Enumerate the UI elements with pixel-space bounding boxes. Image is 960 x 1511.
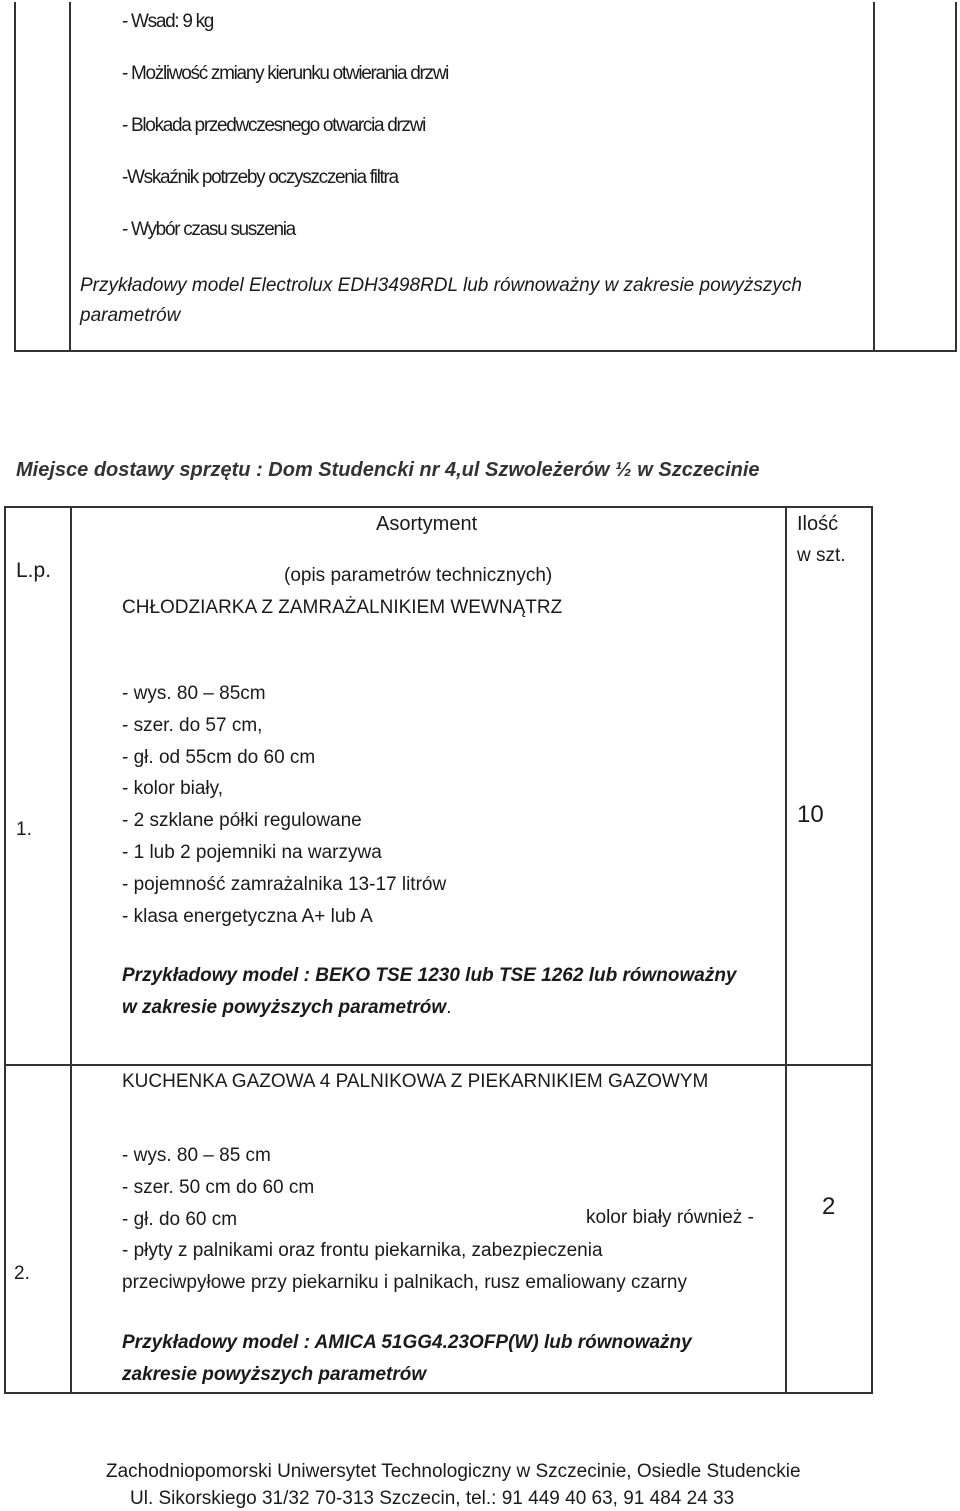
header-quantity: Ilość <box>797 513 839 535</box>
item-2-title: KUCHENKA GAZOWA 4 PALNIKOWA Z PIEKARNIKIEM GAZOWYM <box>122 1071 709 1092</box>
item-1-spec-color: - kolor biały, <box>122 778 224 800</box>
header-quantity-unit: w szt. <box>797 545 846 566</box>
item-1-spec-shelves: - 2 szklane półki regulowane <box>122 810 362 832</box>
spec-line-door-direction: - Możliwość zmiany kierunku otwierania drzwi <box>122 63 449 84</box>
delivery-place: Miejsce dostawy sprzętu : Dom Studencki nr 4,ul Szwoleżerów ½ w Szczecinie <box>16 459 760 481</box>
item-1-spec-depth: - gł. od 55cm do 60 cm <box>122 746 316 768</box>
example-model-dryer-cont: parametrów <box>80 305 181 326</box>
example-model-dryer: Przykładowy model Electrolux EDH3498RDL lub równoważny w zakresie powyższych <box>80 275 802 296</box>
item-1-quantity: 10 <box>797 801 824 828</box>
footer-university: Zachodniopomorski Uniwersytet Technologiczny w Szczecinie, Osiedle Studenckie <box>106 1461 801 1482</box>
item-2-spec-safety: przeciwpyłowe przy piekarniku i palnikach, rusz emaliowany czarny <box>122 1272 687 1294</box>
footer-address: Ul. Sikorskiego 31/32 70-313 Szczecin, tel.: 91 449 40 63, 91 484 24 33 <box>130 1488 735 1509</box>
item-2-spec-height: - wys. 80 – 85 cm <box>122 1145 271 1166</box>
spec-line-filter-indicator: -Wskaźnik potrzeby oczyszczenia filtra <box>122 167 398 188</box>
item-1-spec-list <box>122 678 446 932</box>
item-2-spec-depth: - gł. do 60 cm <box>122 1208 238 1230</box>
item-1-spec-energy: - klasa energetyczna A+ lub A <box>122 905 373 927</box>
item-2-example-model-cont: zakresie powyższych parametrów <box>122 1364 427 1385</box>
item-2-spec-hob: - płyty z palnikami oraz frontu piekarnika, zabezpieczenia <box>122 1240 603 1262</box>
item-2-quantity: 2 <box>822 1193 836 1220</box>
header-assortment: Asortyment <box>376 513 478 535</box>
item-1-number: 1. <box>16 819 32 840</box>
spec-line-drying-time: - Wybór czasu suszenia <box>122 219 295 240</box>
header-assortment-sub: (opis parametrów technicznych) <box>284 565 553 586</box>
item-1-spec-drawers: - 1 lub 2 pojemniki na warzywa <box>122 841 382 863</box>
item-1-example-model: Przykładowy model : BEKO TSE 1230 lub TSE 1262 lub równoważny <box>122 965 737 986</box>
item-2-number: 2. <box>14 1263 30 1284</box>
item-1-title: CHŁODZIARKA Z ZAMRAŻALNIKIEM WEWNĄTRZ <box>122 597 563 618</box>
header-lp: L.p. <box>16 559 52 582</box>
item-2-example-model: Przykładowy model : AMICA 51GG4.23OFP(W) lub równoważny <box>122 1332 692 1353</box>
item-2-color-note: kolor biały również - <box>586 1207 754 1228</box>
item-1-spec-width: - szer. do 57 cm, <box>122 714 263 736</box>
spec-line-load: - Wsad: 9 kg <box>122 11 214 32</box>
item-2-spec-width: - szer. 50 cm do 60 cm <box>122 1176 315 1198</box>
item-1-example-model-cont: w zakresie powyższych parametrów. <box>122 997 452 1018</box>
item-1-spec-freezer: - pojemność zamrażalnika 13-17 litrów <box>122 873 447 895</box>
item-1-spec-height: - wys. 80 – 85cm <box>122 683 266 704</box>
spec-line-door-lock: - Blokada przedwczesnego otwarcia drzwi <box>122 115 426 136</box>
